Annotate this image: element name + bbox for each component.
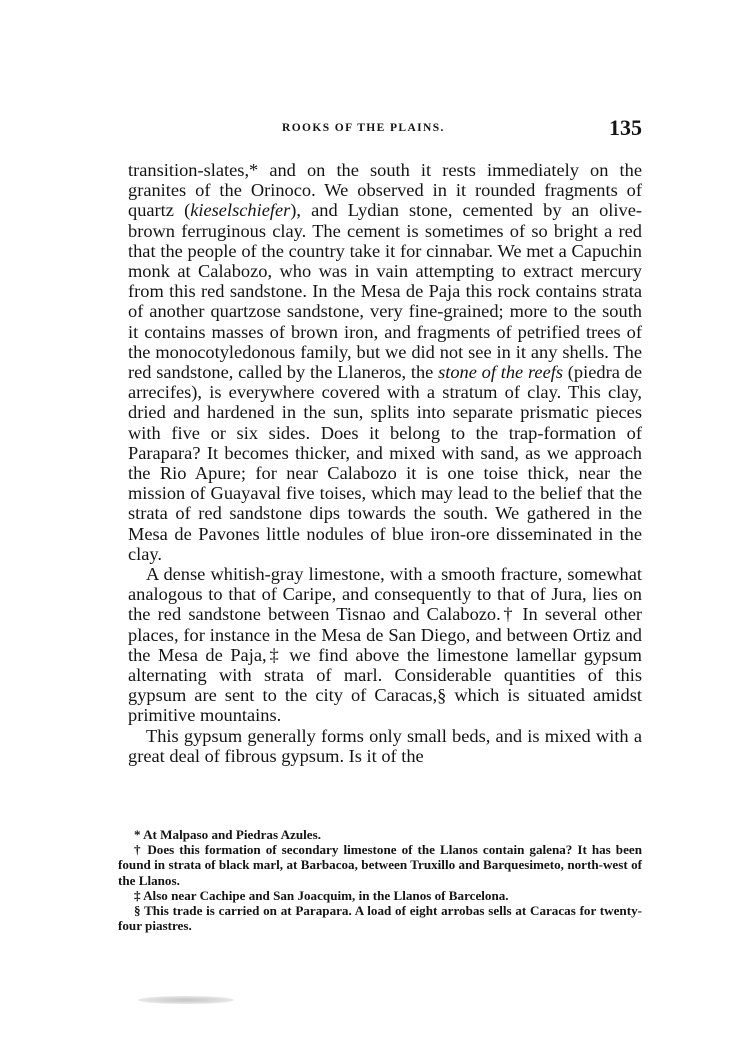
footnote-1: * At Malpaso and Piedras Azules.: [134, 827, 321, 842]
paragraph-3: This gypsum generally forms only small beds, and is mixed with a great deal of fibrous gypsum. Is it of the: [128, 725, 642, 766]
running-head: ROOKS OF THE PLAINS.: [282, 122, 445, 134]
scan-smudge: [138, 996, 234, 1004]
italic-term-stone-of-the-reefs: stone of the reefs: [438, 362, 564, 383]
footnotes: [118, 827, 642, 933]
paragraph-1: transition-slates,* and on the south it rests immediately on the granites of the Orinoco. We observed in it rounded fragments of quartz (kieselschiefer), and Lydian stone, cemented by an olive-brown ferruginous clay. The cement is sometimes of so bright a red that the people of the country take it for cinnabar. We met a Capuchin monk at Calabozo, who was in vain attempting to extract mercury from this red sandstone. In the Mesa de Paja this rock contains strata of another quartzose sandstone, very fine-grained; more to the south it contains masses of brown iron, and fragments of petrified trees of the monocotyledonous family, but we did not see in it any shells. The red sandstone, called by the Llaneros, the stone of the reefs (piedra de arrecifes), is everywhere covered with a stratum of clay. This clay, dried and hardened in the sun, splits into separate prismatic pieces with five or six sides. Does it belong to the trap-formation of Parapara? It becomes thicker, and mixed with sand, as we approach the Rio Apure; for near Calabozo it is one toise thick, near the mission of Guayaval five toises, which may lead to the belief that the strata of red sandstone dips towards the south. We gathered in the Mesa de Pavones little nodules of blue iron-ore disseminated in the clay.: [128, 160, 643, 564]
footnote-2: † Does this formation of secondary limestone of the Llanos contain galena? It has been found in strata of black marl, at Barbacoa, between Truxillo and Barquesimeto, north-west of the Llanos.: [118, 842, 642, 888]
footnote-3: ‡ Also near Cachipe and San Joacquim, in the Llanos of Barcelona.: [134, 887, 509, 903]
footnote-4: § This trade is carried on at Parapara. A load of eight arrobas sells at Caracas for twenty-four piastres.: [118, 903, 642, 934]
body-text: [128, 160, 642, 766]
page-header: [128, 115, 642, 142]
paragraph-2: A dense whitish-gray limestone, with a smooth fracture, somewhat analogous to that of Caripe, and consequently to that of Jura, lies on the red sandstone between Tisnao and Calabozo.† In several other places, for instance in the Mesa de San Diego, and between Ortiz and the Mesa de Paja,‡ we find above the limestone lamellar gypsum alternating with strata of marl. Considerable quantities of this gypsum are sent to the city of Caracas,§ which is situated amidst primitive mountains.: [128, 564, 642, 726]
italic-term-kieselschiefer: kieselschiefer: [190, 200, 291, 221]
page-number: 135: [609, 115, 642, 140]
